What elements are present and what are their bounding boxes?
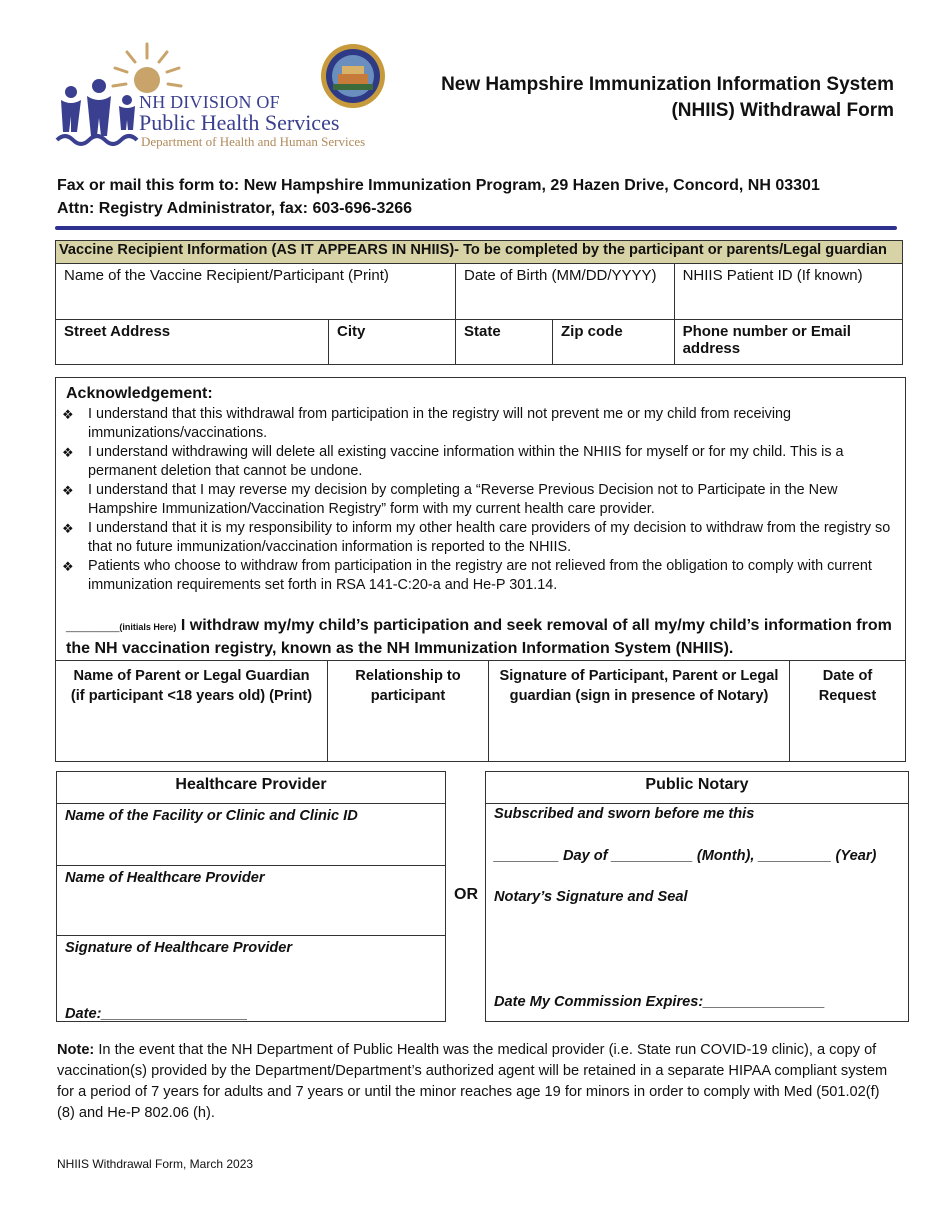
footer-text: NHIIS Withdrawal Form, March 2023 bbox=[57, 1157, 254, 1171]
diamond-bullet-icon: ❖ bbox=[62, 521, 74, 536]
diamond-bullet-icon: ❖ bbox=[62, 559, 74, 574]
request-date-field[interactable]: Date of Request bbox=[790, 661, 906, 762]
header-divider bbox=[55, 226, 897, 230]
form-title bbox=[441, 72, 894, 124]
acknowledgement-section bbox=[55, 377, 906, 661]
logo-line-2: Public Health Services bbox=[139, 110, 340, 135]
dob-label: Date of Birth (MM/DD/YYYY) bbox=[464, 267, 657, 284]
dphs-logo bbox=[55, 40, 395, 152]
guardian-table bbox=[55, 660, 906, 762]
list-item: ❖ Patients who choose to withdraw from participation in the registry are not relieved from the obligation to comply with current immunization requirements set forth in RSA 141-C:20-a and He-P 301.14. bbox=[62, 558, 872, 593]
diamond-bullet-icon: ❖ bbox=[62, 445, 74, 460]
state-field[interactable] bbox=[456, 320, 553, 365]
zip-field[interactable] bbox=[553, 320, 675, 365]
provider-signature-field[interactable]: Signature of Healthcare Provider Date:__________________ bbox=[65, 940, 293, 1022]
provider-name-field[interactable]: Name of Healthcare Provider bbox=[57, 866, 445, 936]
healthcare-provider-box bbox=[56, 771, 446, 1022]
diamond-bullet-icon: ❖ bbox=[62, 483, 74, 498]
recipient-info-header: Vaccine Recipient Information (AS IT APPEARS IN NHIIS)- To be completed by the participant or parents/Legal guardian bbox=[56, 241, 903, 264]
city-label: City bbox=[337, 323, 366, 340]
city-field[interactable] bbox=[329, 320, 456, 365]
fax-line-1: Fax or mail this form to: New Hampshire Immunization Program, 29 Hazen Drive, Concord, NH 03301 bbox=[57, 177, 820, 194]
relationship-field[interactable]: Relationship to participant bbox=[328, 661, 489, 762]
recipient-info-table bbox=[55, 240, 903, 365]
notary-signature-field[interactable]: Notary’s Signature and Seal bbox=[494, 889, 688, 905]
initials-label: (initials Here) bbox=[119, 622, 177, 632]
public-notary-box bbox=[485, 771, 909, 1022]
list-item: ❖ I understand that I may reverse my decision by completing a “Reverse Previous Decision not to Participate in the New Hampshire Immunization/Vaccination Registry” form with my current health care provider. bbox=[62, 482, 838, 517]
commission-expiry-field[interactable]: Date My Commission Expires:_______________ bbox=[494, 994, 825, 1010]
diamond-bullet-icon: ❖ bbox=[62, 407, 74, 422]
recipient-name-label: Name of the Vaccine Recipient/Participant (Print) bbox=[64, 267, 389, 284]
guardian-name-field[interactable]: Name of Parent or Legal Guardian (if participant <18 years old) (Print) bbox=[56, 661, 328, 762]
day-month-year-field[interactable]: ________ Day of __________ (Month), _________ (Year) bbox=[494, 848, 877, 864]
patient-id-label: NHIIS Patient ID (If known) bbox=[682, 267, 863, 284]
fax-instructions bbox=[57, 174, 820, 220]
street-address-field[interactable] bbox=[56, 320, 329, 365]
acknowledgement-title: Acknowledgement: bbox=[66, 385, 213, 402]
list-item: ❖ I understand that it is my responsibility to inform my other health care providers of my decision to withdraw from the registry so that no future immunization/vaccination information is reported to the NHIIS. bbox=[62, 520, 891, 555]
or-label: OR bbox=[454, 886, 478, 903]
note-text: In the event that the NH Department of Public Health was the medical provider (i.e. State run COVID-19 clinic), a copy of vaccination(s) provided by the Department/Department’s authorized agent will be retained in a separate HIPAA compliant system for a period of 7 years for adults and 7 years or until the minor reaches age 19 for minors in order to comply with Med (501.02(f) (8) and He-P 802.06 (h). bbox=[57, 1042, 888, 1121]
sworn-text: Subscribed and sworn before me this bbox=[494, 806, 755, 822]
signature-field[interactable]: Signature of Participant, Parent or Legal guardian (sign in presence of Notary) bbox=[489, 661, 790, 762]
withdraw-statement bbox=[66, 615, 896, 659]
patient-id-field[interactable] bbox=[674, 264, 902, 320]
title-line-1: New Hampshire Immunization Information System bbox=[441, 74, 894, 95]
list-item: ❖ I understand withdrawing will delete all existing vaccine information within the NHIIS for myself or for my child. This is a permanent deletion that cannot be undone. bbox=[62, 444, 844, 479]
acknowledgement-list bbox=[62, 405, 904, 595]
list-item: ❖ I understand that this withdrawal from participation in the registry will not prevent me or my child from receiving immunizations/vaccinations. bbox=[62, 406, 792, 441]
phone-email-label: Phone number or Email address bbox=[682, 323, 851, 357]
note-paragraph bbox=[57, 1040, 897, 1124]
phone-email-field[interactable] bbox=[674, 320, 902, 365]
initials-blank[interactable]: ______ bbox=[66, 617, 120, 634]
recipient-name-field[interactable] bbox=[56, 264, 456, 320]
logo-line-1: NH DIVISION OF bbox=[139, 92, 280, 112]
withdraw-text: I withdraw my/my child’s participation and seek removal of all my/my child’s information from the NH vaccination registry, known as the NH Immunization Information System (NHIIS). bbox=[66, 617, 892, 657]
street-address-label: Street Address bbox=[64, 323, 171, 340]
logo-line-3: Department of Health and Human Services bbox=[141, 134, 366, 149]
zip-label: Zip code bbox=[561, 323, 623, 340]
healthcare-provider-heading: Healthcare Provider bbox=[57, 772, 445, 804]
public-notary-heading: Public Notary bbox=[486, 772, 908, 804]
state-label: State bbox=[464, 323, 501, 340]
dob-field[interactable] bbox=[456, 264, 675, 320]
provider-date-field[interactable]: Date:__________________ bbox=[65, 1006, 248, 1022]
facility-field[interactable]: Name of the Facility or Clinic and Clinic ID bbox=[57, 804, 445, 866]
title-line-2: (NHIIS) Withdrawal Form bbox=[671, 100, 894, 121]
note-label: Note: bbox=[57, 1042, 95, 1058]
fax-line-2: Attn: Registry Administrator, fax: 603-696-3266 bbox=[57, 200, 413, 217]
